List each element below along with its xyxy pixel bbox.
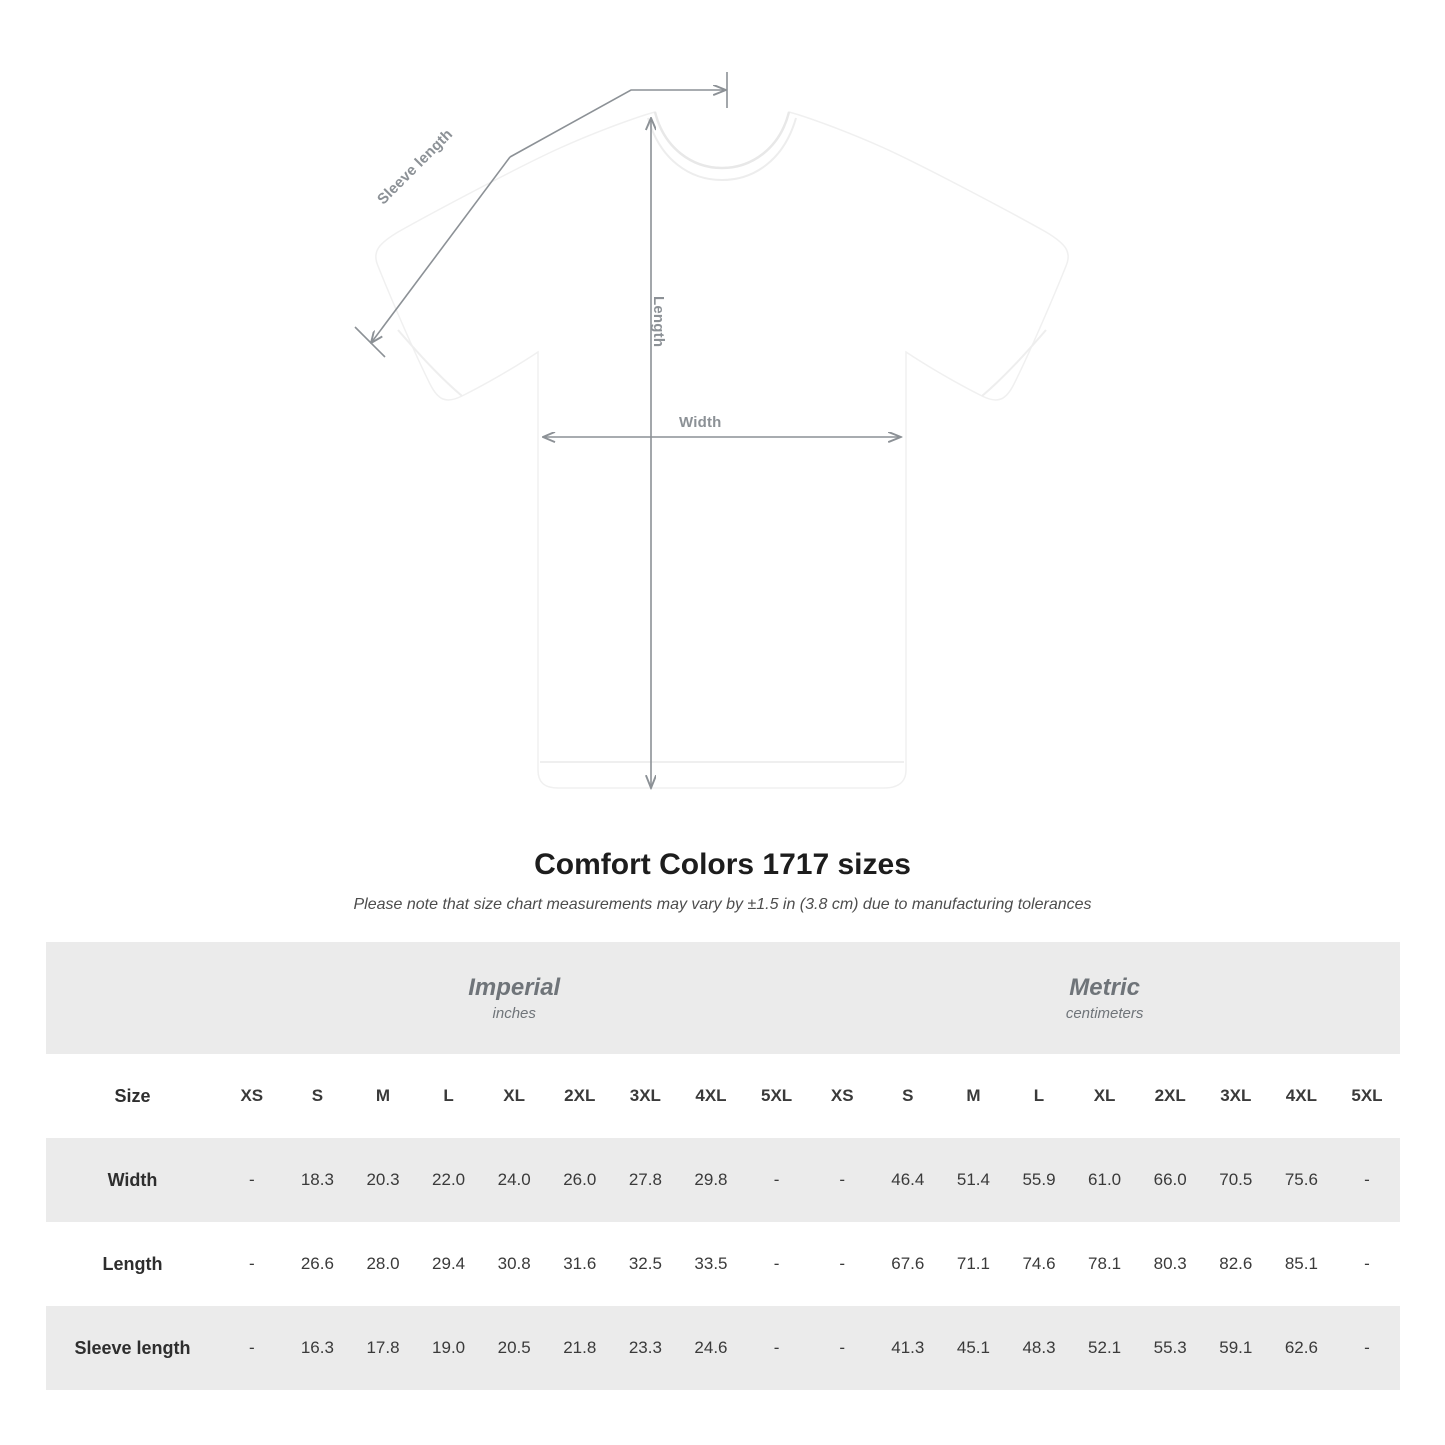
cell-sleeve-metric-m: 45.1 [941, 1306, 1007, 1390]
cell-length-metric-xs: - [809, 1222, 875, 1306]
cell-length-metric-4xl: 85.1 [1269, 1222, 1335, 1306]
cell-length-metric-2xl: 80.3 [1137, 1222, 1203, 1306]
cell-length-imperial-5xl: - [744, 1222, 810, 1306]
cell-width-metric-xs: - [809, 1138, 875, 1222]
cell-sleeve-imperial-4xl: 24.6 [678, 1306, 744, 1390]
unit-header-imperial [219, 942, 809, 1054]
size-col-metric-xl: XL [1072, 1054, 1138, 1138]
width-label: Width [679, 414, 722, 431]
cell-sleeve-imperial-s: 16.3 [285, 1306, 351, 1390]
size-col-metric-m: M [941, 1054, 1007, 1138]
cell-width-imperial-2xl: 26.0 [547, 1138, 613, 1222]
page-title: Comfort Colors 1717 sizes [534, 848, 911, 881]
row-label-width: Width [46, 1138, 219, 1222]
cell-width-metric-xl: 61.0 [1072, 1138, 1138, 1222]
size-table-wrap [0, 942, 1445, 1390]
unit-sub-metric: centimeters [1065, 1005, 1144, 1023]
cell-width-imperial-l: 22.0 [416, 1138, 482, 1222]
size-col-metric-s: S [875, 1054, 941, 1138]
cell-sleeve-imperial-xl: 20.5 [481, 1306, 547, 1390]
cell-sleeve-imperial-3xl: 23.3 [613, 1306, 679, 1390]
cell-sleeve-metric-2xl: 55.3 [1137, 1306, 1203, 1390]
cell-length-imperial-xl: 30.8 [481, 1222, 547, 1306]
cell-length-metric-3xl: 82.6 [1203, 1222, 1269, 1306]
cell-length-imperial-xs: - [219, 1222, 285, 1306]
table-row [46, 1306, 1400, 1390]
cell-width-imperial-s: 18.3 [285, 1138, 351, 1222]
row-label-sleeve-length: Sleeve length [46, 1306, 219, 1390]
size-header-label: Size [46, 1054, 219, 1138]
unit-header-metric [809, 942, 1399, 1054]
cell-length-imperial-2xl: 31.6 [547, 1222, 613, 1306]
size-col-imperial-5xl: 5XL [744, 1054, 810, 1138]
length-label: Length [650, 296, 667, 348]
cell-width-metric-m: 51.4 [941, 1138, 1007, 1222]
size-col-metric-2xl: 2XL [1137, 1054, 1203, 1138]
cell-sleeve-metric-5xl: - [1334, 1306, 1400, 1390]
tolerance-note: Please note that size chart measurements may vary by ±1.5 in (3.8 cm) due to manufacturing tolerances [353, 896, 1092, 913]
cell-length-imperial-4xl: 33.5 [678, 1222, 744, 1306]
size-col-imperial-3xl: 3XL [613, 1054, 679, 1138]
size-col-metric-5xl: 5XL [1334, 1054, 1400, 1138]
unit-header-spacer [46, 942, 219, 1054]
cell-sleeve-metric-xs: - [809, 1306, 875, 1390]
size-col-imperial-2xl: 2XL [547, 1054, 613, 1138]
row-label-length: Length [46, 1222, 219, 1306]
size-col-imperial-l: L [416, 1054, 482, 1138]
cell-sleeve-metric-s: 41.3 [875, 1306, 941, 1390]
cell-length-imperial-l: 29.4 [416, 1222, 482, 1306]
size-header-row [46, 1054, 1400, 1138]
cell-sleeve-imperial-2xl: 21.8 [547, 1306, 613, 1390]
cell-sleeve-metric-l: 48.3 [1006, 1306, 1072, 1390]
size-col-imperial-s: S [285, 1054, 351, 1138]
cell-sleeve-metric-3xl: 59.1 [1203, 1306, 1269, 1390]
cell-width-imperial-m: 20.3 [350, 1138, 416, 1222]
cell-sleeve-imperial-xs: - [219, 1306, 285, 1390]
table-row [46, 1138, 1400, 1222]
size-col-metric-3xl: 3XL [1203, 1054, 1269, 1138]
size-table [46, 942, 1400, 1390]
size-col-imperial-m: M [350, 1054, 416, 1138]
cell-width-imperial-4xl: 29.8 [678, 1138, 744, 1222]
cell-width-imperial-xl: 24.0 [481, 1138, 547, 1222]
title-block [0, 848, 1445, 914]
cell-sleeve-imperial-m: 17.8 [350, 1306, 416, 1390]
cell-width-imperial-3xl: 27.8 [613, 1138, 679, 1222]
cell-width-imperial-5xl: - [744, 1138, 810, 1222]
cell-width-metric-3xl: 70.5 [1203, 1138, 1269, 1222]
size-col-metric-xs: XS [809, 1054, 875, 1138]
unit-name-metric: Metric [1069, 973, 1140, 1001]
cell-length-metric-s: 67.6 [875, 1222, 941, 1306]
cell-sleeve-imperial-5xl: - [744, 1306, 810, 1390]
cell-length-metric-l: 74.6 [1006, 1222, 1072, 1306]
sleeve-length-label: Sleeve length [374, 125, 457, 209]
size-col-imperial-4xl: 4XL [678, 1054, 744, 1138]
size-col-metric-4xl: 4XL [1269, 1054, 1335, 1138]
unit-sub-imperial: inches [492, 1005, 536, 1023]
cell-length-metric-xl: 78.1 [1072, 1222, 1138, 1306]
unit-header-row [46, 942, 1400, 1054]
tshirt-shape [376, 112, 1068, 788]
size-col-imperial-xs: XS [219, 1054, 285, 1138]
size-col-metric-l: L [1006, 1054, 1072, 1138]
cell-width-metric-l: 55.9 [1006, 1138, 1072, 1222]
cell-sleeve-imperial-l: 19.0 [416, 1306, 482, 1390]
cell-width-metric-s: 46.4 [875, 1138, 941, 1222]
cell-width-metric-2xl: 66.0 [1137, 1138, 1203, 1222]
cell-length-metric-m: 71.1 [941, 1222, 1007, 1306]
cell-length-metric-5xl: - [1334, 1222, 1400, 1306]
cell-width-imperial-xs: - [219, 1138, 285, 1222]
unit-name-imperial: Imperial [468, 973, 561, 1001]
cell-length-imperial-3xl: 32.5 [613, 1222, 679, 1306]
cell-width-metric-4xl: 75.6 [1269, 1138, 1335, 1222]
cell-width-metric-5xl: - [1334, 1138, 1400, 1222]
table-row [46, 1222, 1400, 1306]
cell-length-imperial-m: 28.0 [350, 1222, 416, 1306]
cell-sleeve-metric-xl: 52.1 [1072, 1306, 1138, 1390]
cell-length-imperial-s: 26.6 [285, 1222, 351, 1306]
cell-sleeve-metric-4xl: 62.6 [1269, 1306, 1335, 1390]
size-col-imperial-xl: XL [481, 1054, 547, 1138]
